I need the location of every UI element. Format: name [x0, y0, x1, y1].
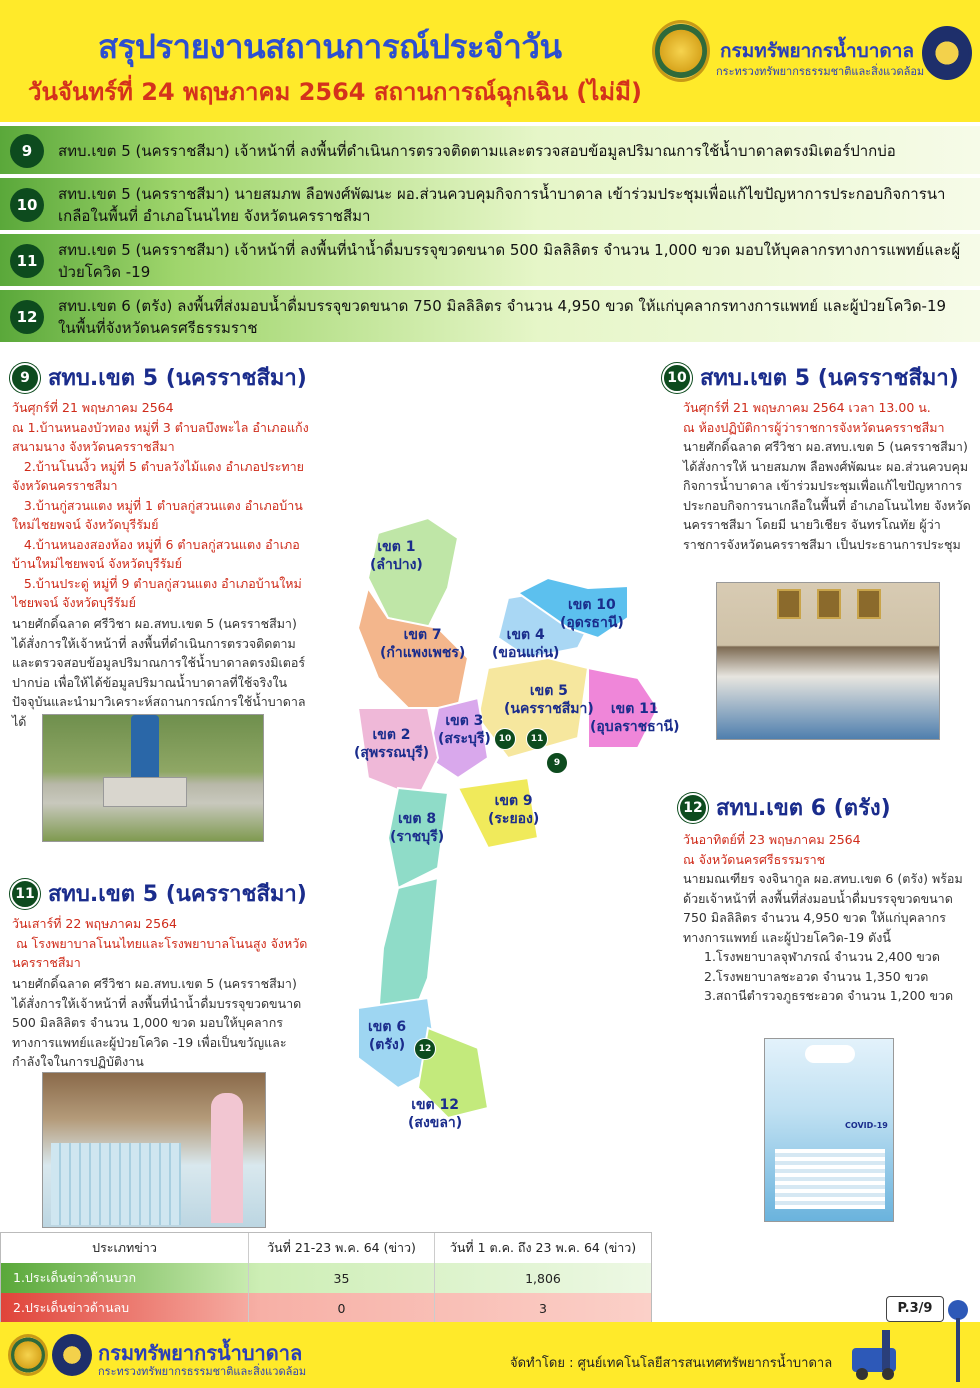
section-11-photo-water-donation: [42, 1072, 266, 1228]
agency-seal-icon: [8, 1334, 48, 1376]
agency-seal-icon: [652, 20, 710, 82]
section-10-heading: [662, 360, 959, 395]
map-label-zone-8: เขต 8 (ราชบุรี): [390, 811, 445, 845]
section-number-badge: 12: [678, 793, 708, 823]
portrait-frame-icon: [777, 589, 801, 619]
section-9-body: นายศักดิ์ฉลาด ศรีวิชา ผอ.สทบ.เขต 5 (นครราชสีมา) ได้สั่งการให้เจ้าหน้าที่ ลงพื้นที่ดำเนินการตรวจติดตามและตรวจสอบข้อมูลปริมาณการใช้น้ำบาดาลตรงมิเตอร์ปากบ่อ เพื่อให้ได้ข้อมูลปริมาณน้ำบาดาลที่ใช้จริงในปัจจุบันและนำมาวิเคราะห์สถานการณ์การใช้น้ำบาดาลได้: [12, 616, 306, 729]
section-12-poster: [764, 1038, 894, 1222]
section-number-badge: 11: [10, 879, 40, 909]
date-line: วันจันทร์ที่ 24 พฤษภาคม 2564 สถานการณ์ฉุกเฉิน (ไม่มี): [28, 78, 642, 106]
table-cell: 3: [539, 1300, 547, 1316]
water-tower-icon: [944, 1300, 972, 1384]
map-label-zone-4: เขต 4 (ขอนแก่น): [492, 627, 560, 661]
news-row: [0, 290, 980, 344]
map-label-zone-11: เขต 11 (อุบลราชธานี): [590, 701, 680, 735]
footer-org-subtitle: กระทรวงทรัพยากรธรรมชาติและสิ่งแวดล้อม: [98, 1365, 307, 1378]
map-label-zone-3: เขต 3 (สระบุรี): [438, 713, 491, 747]
table-header-row: [1, 1233, 651, 1263]
news-text: สทบ.เขต 5 (นครราชสีมา) เจ้าหน้าที่ ลงพื้นที่ดำเนินการตรวจติดตามและตรวจสอบข้อมูลปริมาณการใช้น้ำบาดาลตรงมิเตอร์ปากบ่อ: [58, 142, 896, 160]
section-title: สทบ.เขต 6 (ตรัง): [716, 796, 891, 821]
map-label-zone-2: เขต 2 (สุพรรณบุรี): [354, 727, 430, 761]
portrait-frame-icon: [817, 589, 841, 619]
list-item: 2.โรงพยาบาลชะอวด จำนวน 1,350 ขวด: [704, 968, 929, 984]
footer-org-name: กรมทรัพยากรน้ำบาดาล: [98, 1341, 303, 1365]
news-text: สทบ.เขต 6 (ตรัง) ลงพื้นที่ส่งมอบน้ำดื่มบรรจุขวดขนาด 750 มิลลิลิตร จำนวน 4,950 ขวด ให้แก่บุคลากรทางการแพทย์ และผู้ป่วยโควิด-19 ในพื้นที่จังหวัดนครศรีธรรมราช: [58, 297, 947, 337]
portrait-frame-icon: [857, 589, 881, 619]
table-cell-label: 2.ประเด็นข่าวด้านลบ: [1, 1293, 249, 1323]
news-number-badge: 11: [10, 244, 44, 278]
news-number-badge: 12: [10, 300, 44, 334]
section-title: สทบ.เขต 5 (นครราชสีมา): [700, 366, 959, 391]
map-label-zone-6: เขต 6 (ตรัง): [368, 1019, 407, 1053]
section-title: สทบ.เขต 5 (นครราชสีมา): [48, 882, 307, 907]
table-row: [1, 1293, 651, 1323]
map-marker: 10: [494, 728, 516, 750]
news-row: [0, 126, 980, 176]
news-row: [0, 234, 980, 288]
list-item: 1.โรงพยาบาลจุฬาภรณ์ จำนวน 2,400 ขวด: [704, 949, 940, 964]
section-12-list: [704, 947, 974, 1006]
table-header: วันที่ 21-23 พ.ค. 64 (ข่าว): [249, 1233, 435, 1263]
poster-logo-icon: [805, 1045, 855, 1063]
poster-label: COVID-19: [845, 1121, 888, 1130]
section-9-heading: [10, 360, 307, 395]
section-10-photo-meeting: [716, 582, 940, 740]
map-label-zone-7: เขต 7 (กำแพงเพชร): [380, 627, 466, 661]
news-number-badge: 10: [10, 188, 44, 222]
person-icon: [211, 1093, 243, 1223]
map-marker: 9: [546, 752, 568, 774]
section-11-heading: [10, 876, 307, 911]
ministry-seal-icon: [52, 1334, 92, 1376]
news-number-badge: 9: [10, 134, 44, 168]
drilling-truck-icon: [852, 1330, 922, 1382]
map-label-zone-10: เขต 10 (อุดรธานี): [560, 597, 624, 631]
section-12-body: นายมณเฑียร จงจินากูล ผอ.สทบ.เขต 6 (ตรัง) พร้อมด้วยเจ้าหน้าที่ ลงพื้นที่ส่งมอบน้ำดื่มบรรจุขวดขนาด 750 มิลลิลิตร จำนวน 4,950 ขวด ให้แก่บุคลากรทางการแพทย์ และผู้ป่วยโควิด-19 ดังนี้: [683, 871, 963, 945]
org-subtitle: กระทรวงทรัพยากรธรรมชาติและสิ่งแวดล้อม: [716, 65, 925, 78]
table-header: ประเภทข่าว: [1, 1233, 249, 1263]
section-11-date-location: วันเสาร์ที่ 22 พฤษภาคม 2564 ณ โรงพยาบาลโนนไทยและโรงพยาบาลโนนสูง จังหวัดนครราชสีมา: [12, 916, 308, 970]
table-cell: 0: [249, 1293, 435, 1323]
section-12-date-location: วันอาทิตย์ที่ 23 พฤษภาคม 2564 ณ จังหวัดนครศรีธรรมราช: [683, 832, 861, 867]
map-label-zone-5: เขต 5 (นครราชสีมา): [504, 683, 594, 717]
section-title: สทบ.เขต 5 (นครราชสีมา): [48, 366, 307, 391]
news-stats-table: [0, 1232, 652, 1322]
section-10-body: นายศักดิ์ฉลาด ศรีวิชา ผอ.สทบ.เขต 5 (นครราชสีมา) ได้สั่งการให้ นายสมภพ ลือพงศ์พัฒนะ ผอ.ส่วนควบคุมกิจการน้ำบาดาล เข้าร่วมประชุมเพื่อแก้ไขปัญหาการประกอบกิจการนาเกลือในพื้นที่ อำเภอโนนไทย จังหวัดนครราชสีมา โดยมี นายวิเชียร จันทรโณทัย ผู้ว่าราชการจังหวัดนครราชสีมา เป็นประธานการประชุม: [683, 439, 971, 552]
section-9-date-location: วันศุกร์ที่ 21 พฤษภาคม 2564 ณ 1.บ้านหนองบัวทอง หมู่ที่ 3 ตำบลบึงพะไล อำเภอแก้งสนามนาง จังหวัดนครราชสีมา 2.บ้านโนนงิ้ว หมู่ที่ 5 ตำบลวังไม้แดง อำเภอประทาย จังหวัดนครราชสีมา 3.บ้านกู่สวนแตง หมู่ที่ 1 ตำบลกู่สวนแตง อำเภอบ้านใหม่ไชยพจน์ จังหวัดบุรีรัมย์ 4.บ้านหนองสองห้อง หมู่ที่ 6 ตำบลกู่สวนแตง อำเภอบ้านใหม่ไชยพจน์ จังหวัดบุรีรัมย์ 5.บ้านประดู่ หมู่ที่ 9 ตำบลกู่สวนแตง อำเภอบ้านใหม่ไชยพจน์ จังหวัดบุรีรัมย์: [12, 400, 309, 610]
section-9-photo-water-meter: [42, 714, 264, 842]
section-number-badge: 10: [662, 363, 692, 393]
section-12-heading: [678, 790, 891, 825]
table-header: วันที่ 1 ต.ค. ถึง 23 พ.ค. 64 (ข่าว): [449, 1240, 637, 1255]
table-row: [1, 1263, 651, 1293]
well-base-icon: [103, 777, 187, 807]
page-number: P.3/9: [886, 1296, 944, 1322]
news-text: สทบ.เขต 5 (นครราชสีมา) นายสมภพ ลือพงศ์พัฒนะ ผอ.ส่วนควบคุมกิจการน้ำบาดาล เข้าร่วมประชุมเพื่อแก้ไขปัญหาการประกอบกิจการนาเกลือในพื้นที่ อำเภอโนนไทย จังหวัดนครราชสีมา: [58, 185, 946, 225]
list-item: 3.สถานีตำรวจภูธรชะอวด จำนวน 1,200 ขวด: [704, 988, 954, 1003]
section-number-badge: 9: [10, 363, 40, 393]
section-10-date-location: วันศุกร์ที่ 21 พฤษภาคม 2564 เวลา 13.00 น. ณ ห้องปฏิบัติการผู้ว่าราชการจังหวัดนครราชสีมา: [683, 400, 945, 435]
table-cell: 1,806: [525, 1270, 561, 1286]
section-11-body: นายศักดิ์ฉลาด ศรีวิชา ผอ.สทบ.เขต 5 (นครราชสีมา) ได้สั่งการให้เจ้าหน้าที่ ลงพื้นที่นำน้ำดื่มบรรจุขวดขนาด 500 มิลลิลิตร จำนวน 1,000 ขวด มอบให้บุคลากรทางการแพทย์และผู้ป่วยโควิด -19 เพื่อเป็นขวัญและกำลังใจในการปฏิบัติงาน: [12, 976, 302, 1069]
map-label-zone-12: เขต 12 (สงขลา): [408, 1097, 463, 1131]
map-marker: 11: [526, 728, 548, 750]
map-label-zone-9: เขต 9 (ระยอง): [488, 793, 540, 827]
footer-prepared-by: จัดทำโดย : ศูนย์เทคโนโลยีสารสนเทศทรัพยากรน้ำบาดาล: [510, 1356, 833, 1371]
news-text: สทบ.เขต 5 (นครราชสีมา) เจ้าหน้าที่ ลงพื้นที่นำน้ำดื่มบรรจุขวดขนาด 500 มิลลิลิตร จำนวน 1,000 ขวด มอบให้บุคลากรทางการแพทย์และผู้ป่วยโควิด -19: [58, 241, 961, 281]
map-marker: 12: [414, 1038, 436, 1060]
map-label-zone-1: เขต 1 (ลำปาง): [370, 539, 423, 573]
ministry-seal-icon: [922, 26, 972, 80]
news-row: [0, 178, 980, 232]
poster-content-icon: [775, 1149, 885, 1209]
table-cell-label: 1.ประเด็นข่าวด้านบวก: [1, 1263, 249, 1293]
page-title: สรุปรายงานสถานการณ์ประจำวัน: [98, 27, 562, 66]
org-name: กรมทรัพยากรน้ำบาดาล: [720, 40, 915, 62]
water-bottles-icon: [51, 1143, 181, 1225]
table-cell: 35: [249, 1263, 435, 1293]
